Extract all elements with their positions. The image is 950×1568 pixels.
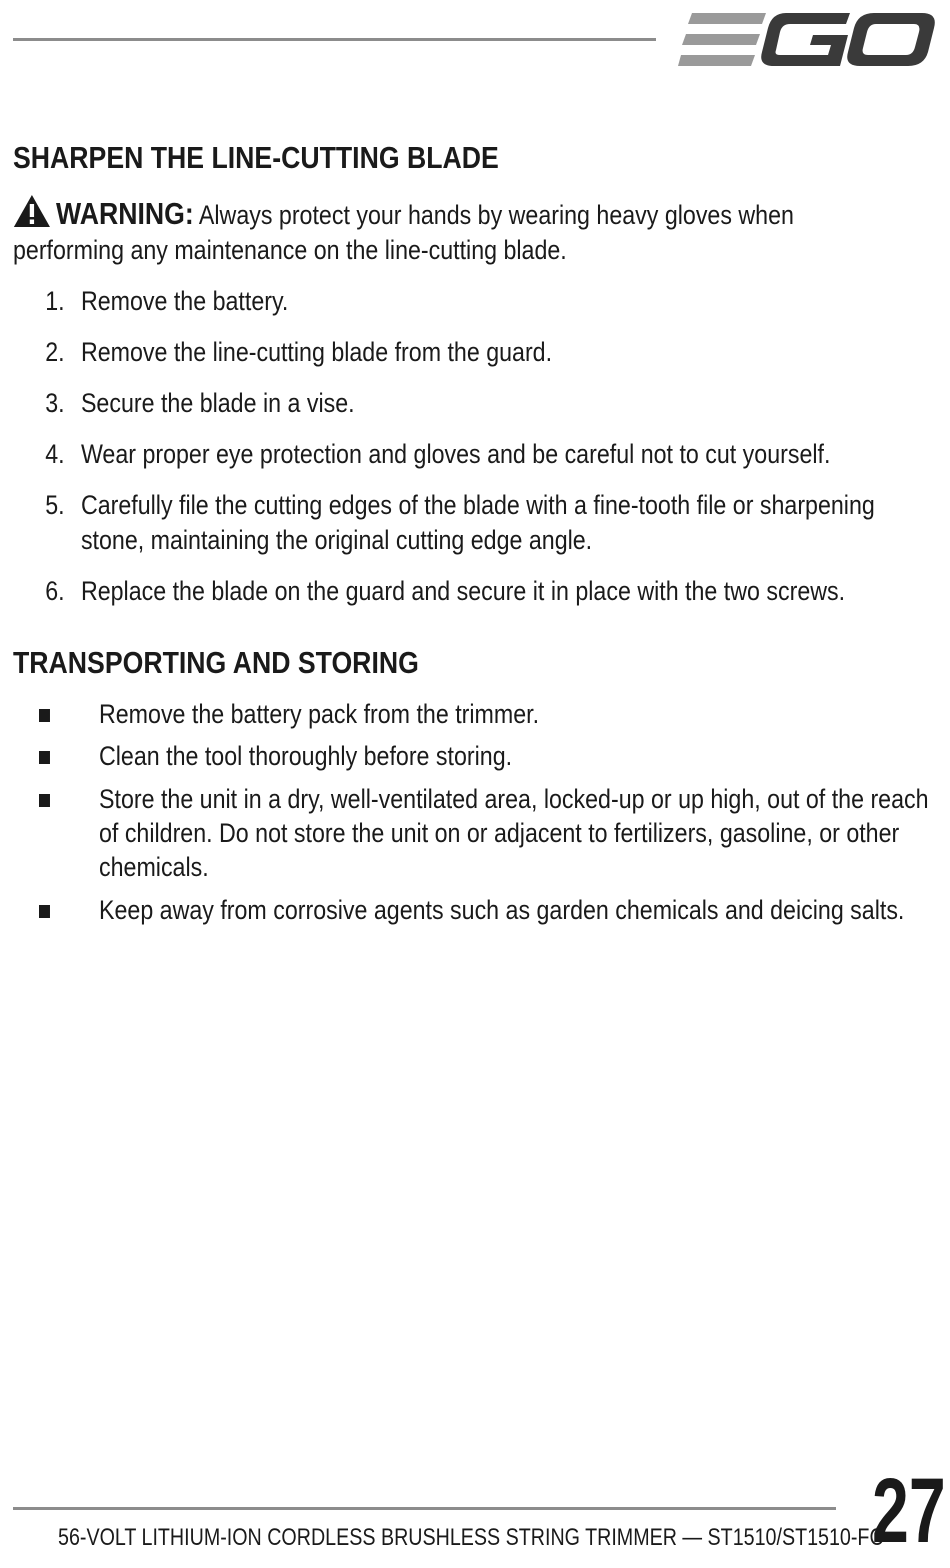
- step-number: 6.: [45, 576, 65, 606]
- bullet-icon: [39, 751, 50, 764]
- bullet-icon: [39, 794, 50, 807]
- bullet-icon: [39, 905, 50, 918]
- step-text: Wear proper eye protection and gloves and be careful not to cut yourself.: [80, 439, 831, 469]
- bullet-text: chemicals.: [99, 852, 209, 882]
- warning-label: WARNING:: [56, 196, 194, 231]
- step-number: 1.: [45, 286, 65, 316]
- step-number: 4.: [45, 439, 65, 469]
- step-text: Secure the blade in a vise.: [80, 388, 355, 418]
- bullet-icon: [39, 709, 50, 722]
- bullet-text: Clean the tool thoroughly before storing.: [99, 741, 513, 771]
- warning-triangle-icon: [13, 194, 51, 228]
- step-number: 5.: [45, 490, 65, 520]
- step-text: Replace the blade on the guard and secure it in place with the two screws.: [80, 576, 846, 606]
- bullet-text: Remove the battery pack from the trimmer.: [99, 699, 540, 729]
- bullet-text: Store the unit in a dry, well-ventilated area, locked-up or up high, out of the reach: [99, 784, 929, 814]
- step-number: 2.: [45, 337, 65, 367]
- footer-rule: [13, 1507, 836, 1510]
- warning-text-line2: performing any maintenance on the line-cutting blade.: [13, 235, 567, 265]
- step-text: Remove the line-cutting blade from the guard.: [80, 337, 553, 367]
- bullet-text: Keep away from corrosive agents such as garden chemicals and deicing salts.: [99, 895, 905, 925]
- step-number: 3.: [45, 388, 65, 418]
- step-text: Carefully file the cutting edges of the blade with a fine-tooth file or sharpening: [80, 490, 875, 520]
- ego-logo-graphic: [678, 10, 936, 70]
- warning-block: [13, 194, 938, 268]
- ego-logo: [678, 10, 936, 70]
- footer-product-title: 56-VOLT LITHIUM-ION CORDLESS BRUSHLESS STRING TRIMMER — ST1510/ST1510-FC: [58, 1524, 884, 1551]
- section-heading-transport: TRANSPORTING AND STORING: [13, 645, 419, 680]
- warning-text-line1: Always protect your hands by wearing heavy gloves when: [198, 200, 794, 230]
- step-text: stone, maintaining the original cutting edge angle.: [80, 525, 593, 555]
- section-heading-sharpen: SHARPEN THE LINE-CUTTING BLADE: [13, 140, 499, 175]
- page-number: 27: [872, 1460, 946, 1562]
- bullet-text: of children. Do not store the unit on or adjacent to fertilizers, gasoline, or other: [99, 818, 900, 848]
- step-text: Remove the battery.: [80, 286, 289, 316]
- header-rule: [13, 38, 656, 41]
